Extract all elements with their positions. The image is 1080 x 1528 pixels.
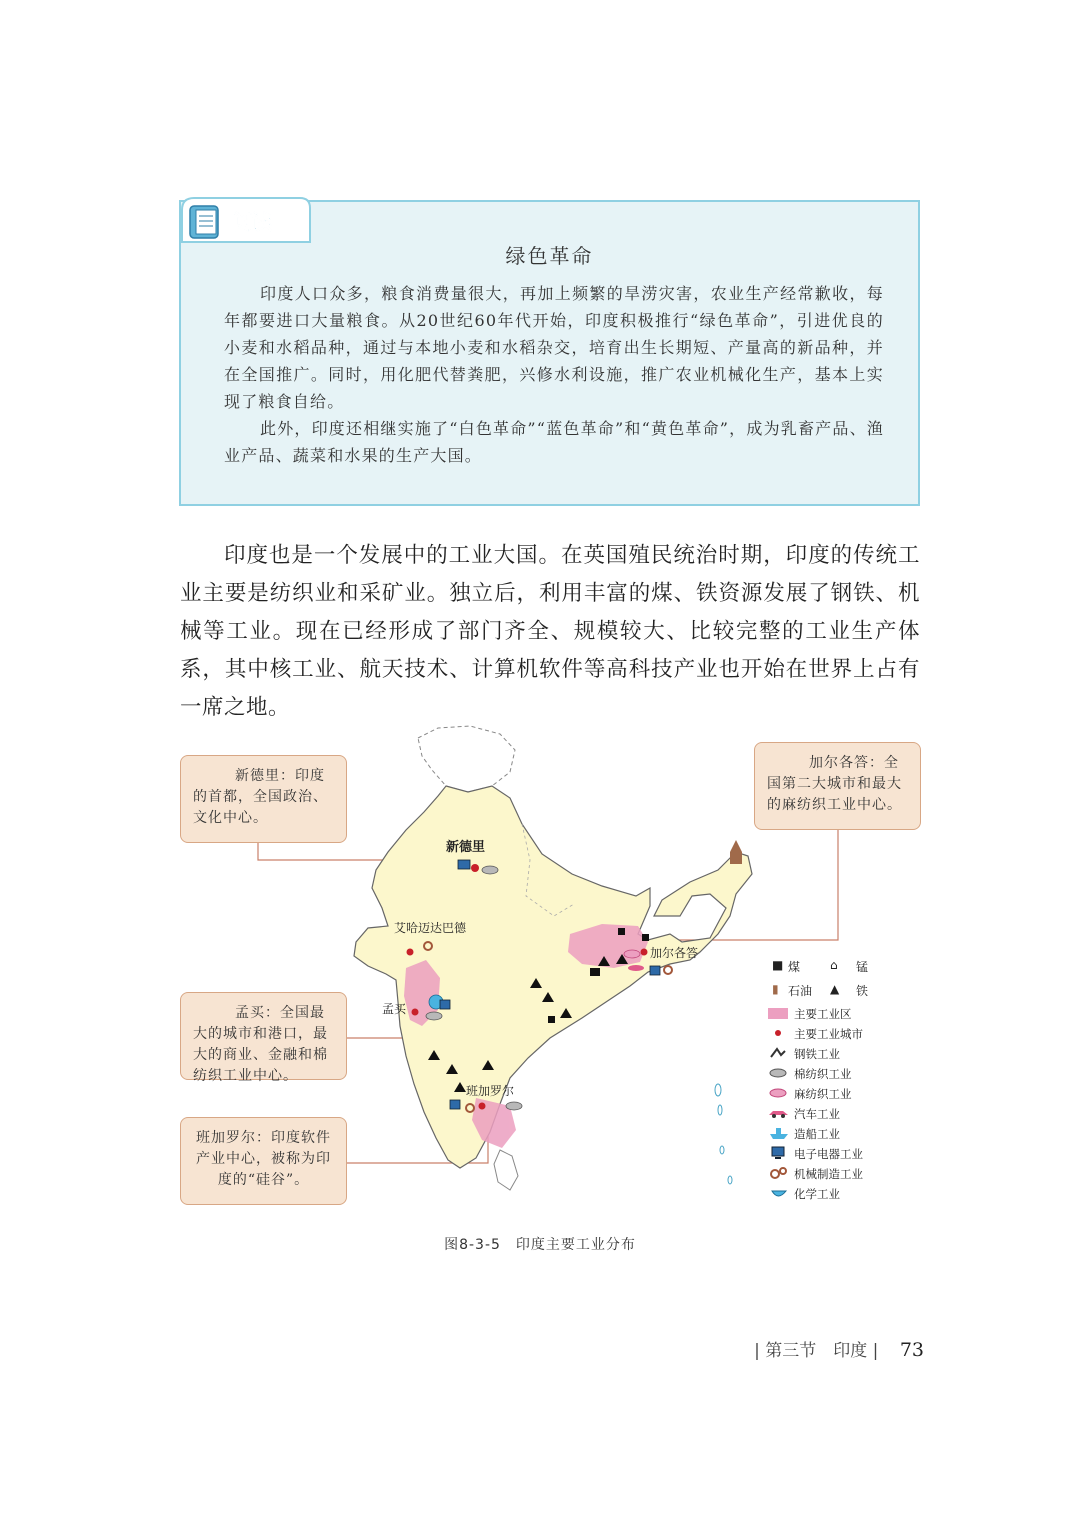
legend-row-machinery bbox=[768, 1163, 918, 1183]
flask-icon bbox=[768, 1185, 790, 1201]
callout-kolkata: 加尔各答：全国第二大城市和最大的麻纺织工业中心。 bbox=[754, 742, 921, 830]
legend-machinery-label: 机械制造工业 bbox=[794, 1167, 863, 1181]
legend-row-steel bbox=[768, 1043, 918, 1063]
car-icon bbox=[768, 1105, 790, 1121]
legend-cotton-label: 棉纺织工业 bbox=[794, 1067, 852, 1081]
legend-auto-label: 汽车工业 bbox=[794, 1107, 840, 1121]
reading-paragraph-2: 此外，印度还相继实施了“白色革命”“蓝色革命”和“黄色革命”，成为乳畜产品、渔业产品、蔬菜和水果的生产大国。 bbox=[224, 419, 884, 465]
manganese-icon: ⌂ bbox=[830, 958, 838, 972]
callout-bangalore: 班加罗尔：印度软件产业中心，被称为印度的“硅谷”。 bbox=[180, 1117, 347, 1205]
legend-oil-label: 石油 bbox=[788, 984, 813, 998]
figure-caption: 图8-3-5 印度主要工业分布 bbox=[444, 1237, 636, 1253]
city-label-bangalore: 班加罗尔 bbox=[466, 1084, 515, 1098]
oil-icon: ▮ bbox=[772, 982, 779, 996]
city-label-kolkata: 加尔各答 bbox=[650, 946, 699, 960]
legend-coal-label: 煤 bbox=[788, 960, 801, 974]
legend-row-electronics bbox=[768, 1143, 918, 1163]
legend-row-jute bbox=[768, 1083, 918, 1103]
legend-electronics-label: 电子电器工业 bbox=[794, 1147, 863, 1161]
legend-jute-label: 麻纺织工业 bbox=[794, 1087, 852, 1101]
cotton-icon bbox=[768, 1065, 790, 1081]
coal-icon: ■ bbox=[772, 958, 784, 972]
computer-icon bbox=[768, 1145, 790, 1161]
section-label: | 第三节 印度 | bbox=[754, 1341, 879, 1361]
legend-row-auto bbox=[768, 1103, 918, 1123]
legend-manganese-label: 锰 bbox=[856, 960, 869, 974]
legend-industrial-city-label: 主要工业城市 bbox=[794, 1027, 863, 1041]
book-icon bbox=[190, 206, 218, 238]
legend-row-shipbuilding bbox=[768, 1123, 918, 1143]
industrial-zone-swatch bbox=[768, 1005, 790, 1021]
legend-row-cotton bbox=[768, 1063, 918, 1083]
city-label-ahmedabad: 艾哈迈达巴德 bbox=[394, 921, 467, 935]
iron-icon: ▲ bbox=[830, 982, 840, 996]
legend-steel-label: 钢铁工业 bbox=[794, 1047, 840, 1061]
legend-iron-label: 铁 bbox=[856, 984, 869, 998]
city-label-delhi: 新德里 bbox=[446, 840, 486, 855]
page-number: 73 bbox=[899, 1339, 924, 1361]
sri-lanka bbox=[494, 1150, 518, 1190]
city-dot-icon bbox=[768, 1025, 790, 1041]
legend-shipbuilding-label: 造船工业 bbox=[794, 1127, 840, 1141]
ship-icon bbox=[768, 1125, 790, 1141]
legend-row-industrial-city bbox=[768, 1023, 918, 1043]
andaman-islands bbox=[715, 1084, 732, 1184]
reading-paragraph-1: 印度人口众多，粮食消费量很大，再加上频繁的旱涝灾害，农业生产经常歉收，每年都要进口大量粮食。从20世纪60年代开始，印度积极推行“绿色革命”，引进优良的小麦和水稻品种，通过与本地小麦和水稻杂交，培育出生长期短、产量高的新品种，并在全国推广。同时，用化肥代替粪肥，兴修水利设施，推广农业机械化生产，基本上实现了粮食自给。 bbox=[224, 284, 884, 411]
kashmir-region bbox=[418, 726, 515, 792]
city-label-mumbai: 孟买 bbox=[382, 1002, 407, 1016]
legend-row-industrial-zone bbox=[768, 1003, 918, 1023]
gear-icon bbox=[768, 1165, 790, 1181]
legend-row-coal-manganese bbox=[768, 955, 918, 979]
map-legend bbox=[768, 955, 918, 1203]
page-footer bbox=[754, 1336, 924, 1361]
reading-badge: 阅读 bbox=[232, 210, 272, 234]
legend-chemical-label: 化学工业 bbox=[794, 1187, 840, 1201]
legend-industrial-zone-label: 主要工业区 bbox=[794, 1007, 852, 1021]
main-paragraph: 印度也是一个发展中的工业大国。在英国殖民统治时期，印度的传统工业主要是纺织业和采矿业。独立后，利用丰富的煤、铁资源发展了钢铁、机械等工业。现在已经形成了部门齐全、规模较大、比较完整的工业生产体系，其中核工业、航天技术、计算机软件等高科技产业也开始在世界上占有一席之地。 bbox=[180, 543, 920, 720]
legend-row-chemical bbox=[768, 1183, 918, 1203]
reading-title: 绿色革命 bbox=[505, 244, 594, 268]
jute-icon bbox=[768, 1085, 790, 1101]
legend-row-oil-iron bbox=[768, 979, 918, 1003]
steel-icon bbox=[768, 1045, 790, 1061]
reading-tab bbox=[180, 196, 312, 244]
callout-mumbai: 孟买：全国最大的城市和港口，最大的商业、金融和棉纺织工业中心。 bbox=[180, 992, 347, 1080]
callout-delhi: 新德里：印度的首都，全国政治、文化中心。 bbox=[180, 755, 347, 843]
